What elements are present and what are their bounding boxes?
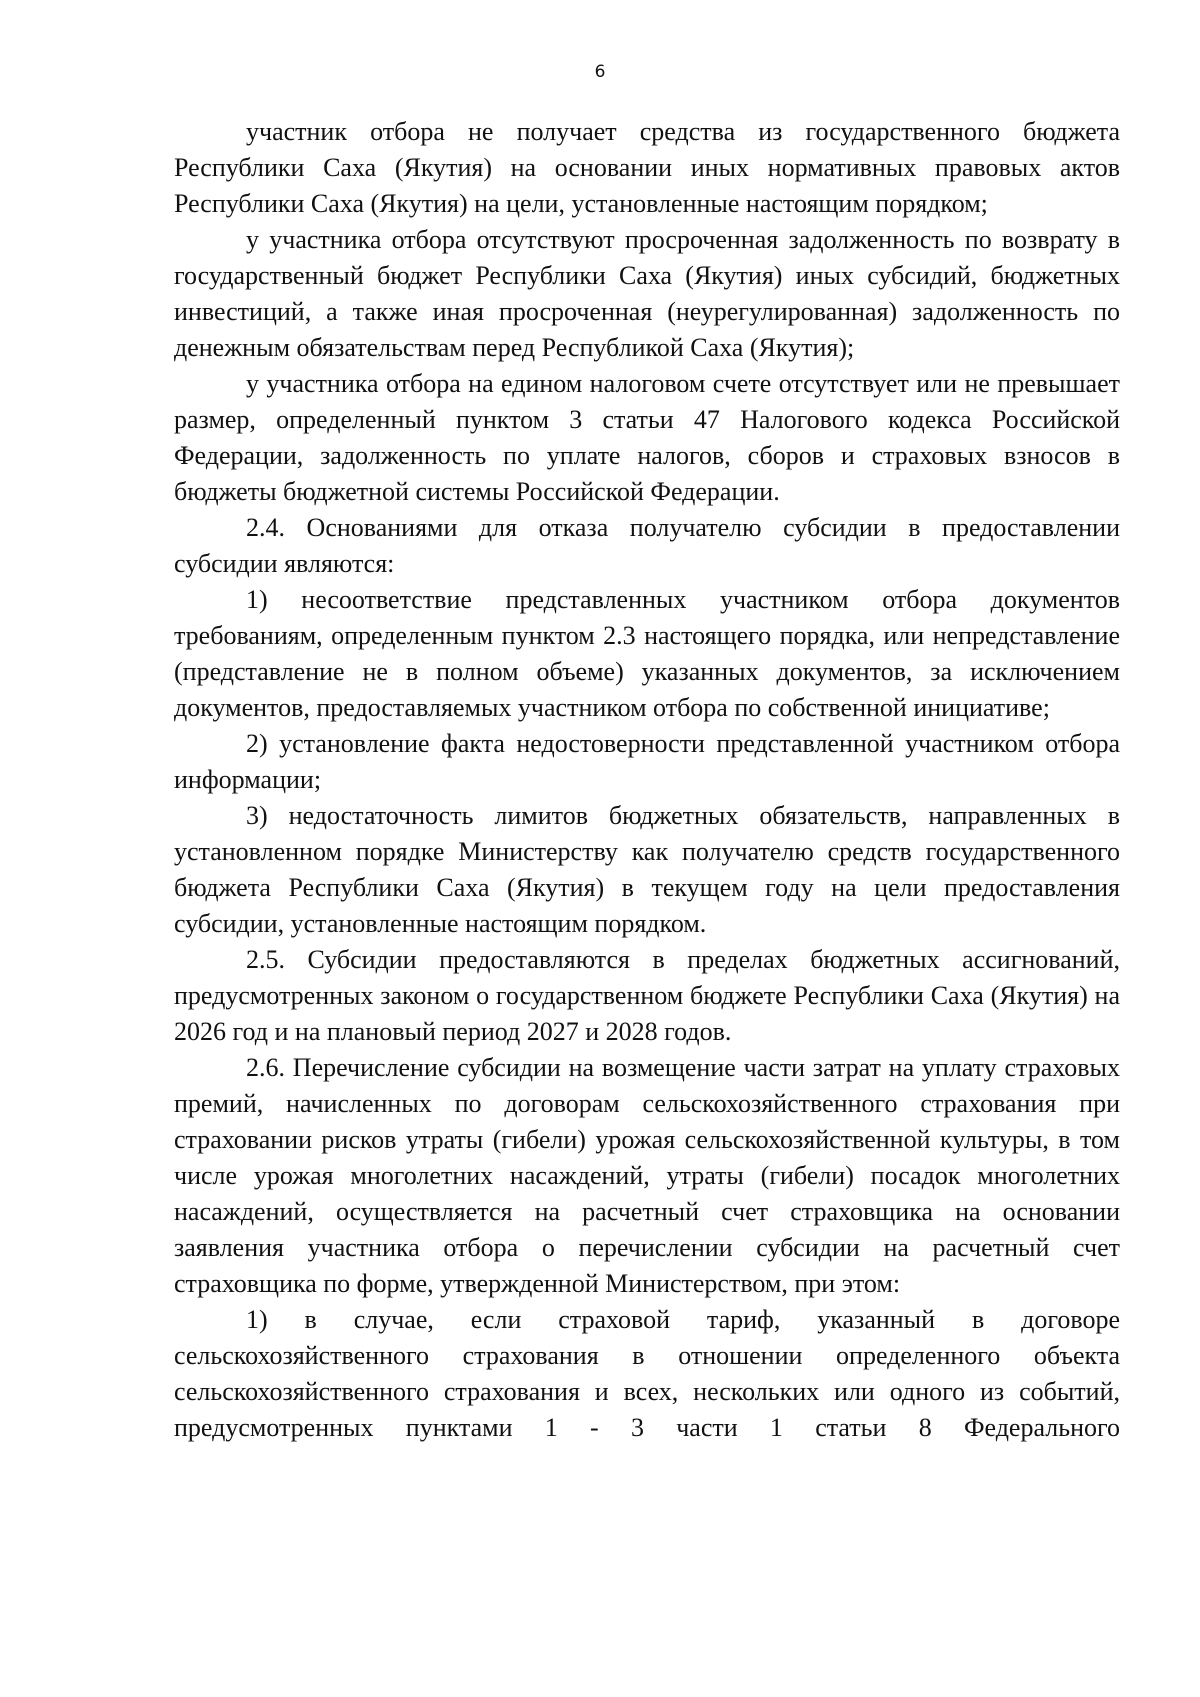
paragraph-2-4-refusal-grounds: 2.4. Основаниями для отказа получателю субсидии в предоставлении субсидии являются: — [174, 513, 1120, 578]
paragraph-transfer-item-1: 1) в случае, если страховой тариф, указанный в договоре сельскохозяйственного страхования в отношении определенного объекта сельскохозяйственного страхования и всех, нескольких или одного из событий, предусмотренных пунктами 1 - 3 части 1 статьи 8 Федерального — [174, 1305, 1120, 1442]
paragraph-refusal-item-1: 1) несоответствие представленных участником отбора документов требованиям, определенным пунктом 2.3 настоящего порядка, или непредставление (представление не в полном объеме) указанных документов, за исключением документов, предоставляемых участником отбора по собственной инициативе; — [174, 585, 1120, 722]
paragraph-participant-no-other-funds: участник отбора не получает средства из государственного бюджета Республики Саха (Якутия) на основании иных нормативных правовых актов Республики Саха (Якутия) на цели, установленные настоящим порядком; — [174, 117, 1120, 218]
page-number: 6 — [594, 62, 606, 82]
paragraph-2-5-budget: 2.5. Субсидии предоставляются в пределах бюджетных ассигнований, предусмотренных законом о государственном бюджете Республики Саха (Якутия) на 2026 год и на плановый период 2027 и 2028 годов. — [174, 945, 1120, 1046]
paragraph-refusal-item-3: 3) недостаточность лимитов бюджетных обязательств, направленных в установленном порядке Министерству как получателю средств государственного бюджета Республики Саха (Якутия) в текущем году на цели предоставления субсидии, установленные настоящим порядком. — [174, 801, 1120, 938]
paragraph-tax-account: у участника отбора на едином налоговом счете отсутствует или не превышает размер, определенный пунктом 3 статьи 47 Налогового кодекса Российской Федерации, задолженность по уплате налогов, сборов и страховых взносов в бюджеты бюджетной системы Российской Федерации. — [174, 369, 1120, 506]
paragraph-no-overdue-debt: у участника отбора отсутствуют просроченная задолженность по возврату в государственный бюджет Республики Саха (Якутия) иных субсидий, бюджетных инвестиций, а также иная просроченная (неурегулированная) задолженность по денежным обязательствам перед Республикой Саха (Якутия); — [174, 225, 1120, 362]
document-body — [174, 114, 1120, 1446]
paragraph-2-6-transfer: 2.6. Перечисление субсидии на возмещение части затрат на уплату страховых премий, начисленных по договорам сельскохозяйственного страхования при страховании рисков утраты (гибели) урожая сельскохозяйственной культуры, в том числе урожая многолетних насаждений, утраты (гибели) посадок многолетних насаждений, осуществляется на расчетный счет страховщика на основании заявления участника отбора о перечислении субсидии на расчетный счет страховщика по форме, утвержденной Министерством, при этом: — [174, 1053, 1120, 1298]
paragraph-refusal-item-2: 2) установление факта недостоверности представленной участником отбора информации; — [174, 729, 1120, 794]
